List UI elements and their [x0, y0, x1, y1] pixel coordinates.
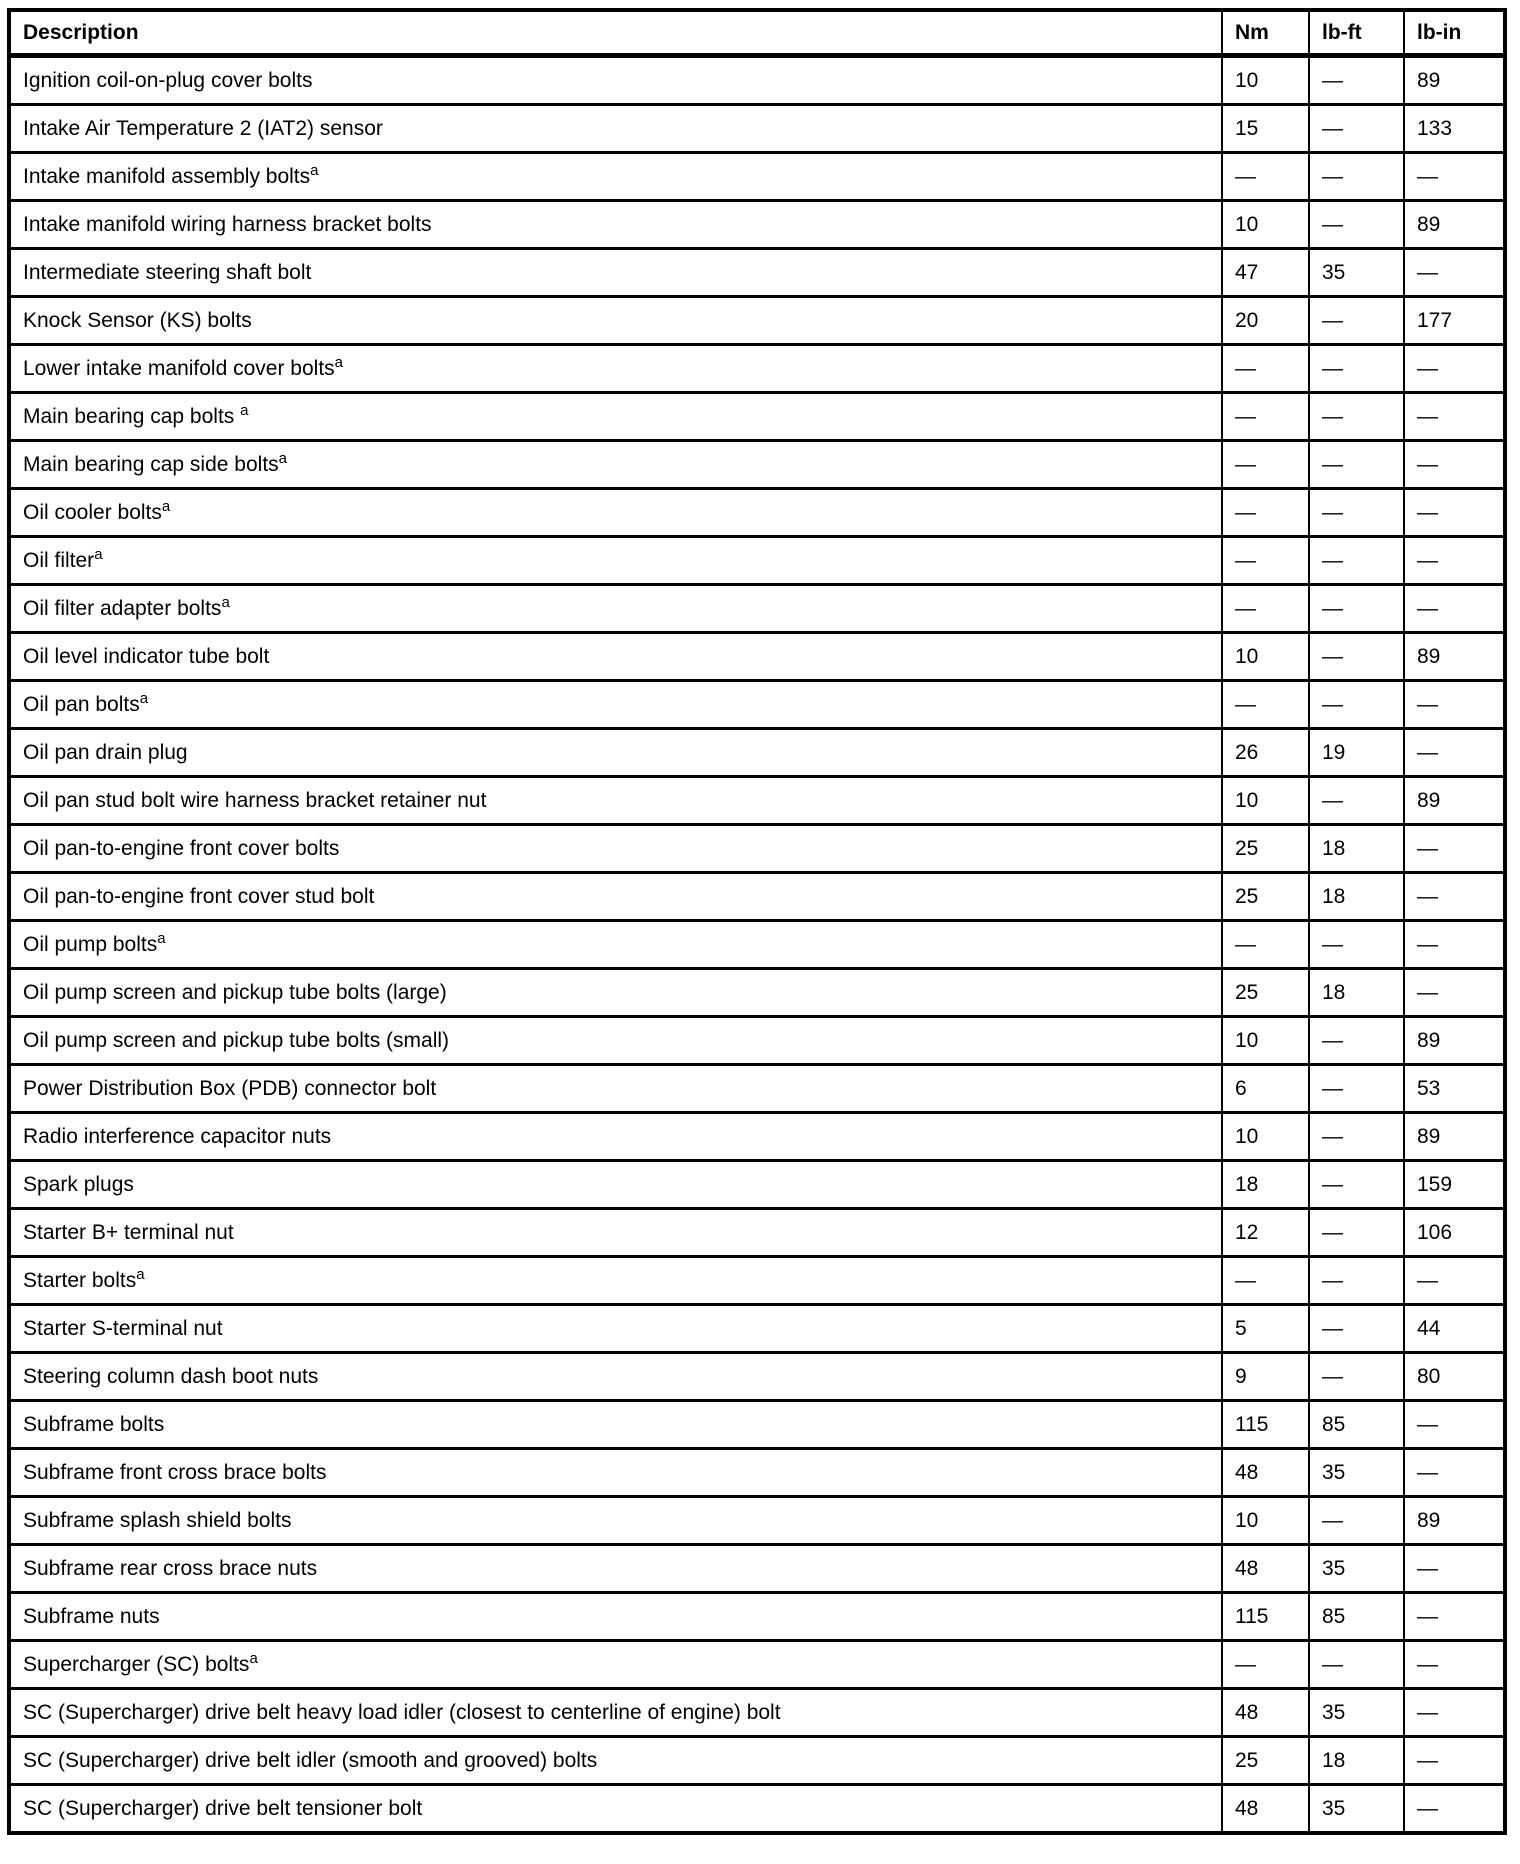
nm-cell: 10 — [1222, 633, 1309, 681]
lb-ft-cell: — — [1309, 921, 1404, 969]
nm-cell: 9 — [1222, 1353, 1309, 1401]
nm-cell: — — [1222, 153, 1309, 201]
nm-cell: — — [1222, 1257, 1309, 1305]
table-row — [9, 585, 1505, 633]
table-row — [9, 489, 1505, 537]
nm-cell: 48 — [1222, 1785, 1309, 1834]
description-cell: Starter bolts$^a$ — [9, 1257, 1222, 1305]
table-row — [9, 537, 1505, 585]
nm-cell: 25 — [1222, 873, 1309, 921]
lb-ft-cell: — — [1309, 393, 1404, 441]
table-row — [9, 1641, 1505, 1689]
nm-cell: 20 — [1222, 297, 1309, 345]
lb-in-cell: — — [1404, 345, 1505, 393]
lb-in-cell: — — [1404, 537, 1505, 585]
nm-cell: — — [1222, 921, 1309, 969]
footnote-marker: a — [310, 161, 319, 179]
lb-ft-cell: — — [1309, 1065, 1404, 1113]
description-cell: Radio interference capacitor nuts — [9, 1113, 1222, 1161]
lb-in-cell: 80 — [1404, 1353, 1505, 1401]
lb-in-cell: 89 — [1404, 1113, 1505, 1161]
table-row — [9, 1161, 1505, 1209]
lb-in-cell: — — [1404, 393, 1505, 441]
lb-ft-cell: 35 — [1309, 1689, 1404, 1737]
table-row — [9, 1113, 1505, 1161]
nm-cell: 48 — [1222, 1689, 1309, 1737]
footnote-marker: a — [161, 497, 171, 515]
lb-ft-cell: — — [1309, 1497, 1404, 1545]
lb-ft-cell: 35 — [1309, 1545, 1404, 1593]
table-row — [9, 201, 1505, 249]
lb-ft-cell: 19 — [1309, 729, 1404, 777]
nm-cell: — — [1222, 345, 1309, 393]
table-row — [9, 1497, 1505, 1545]
table-row — [9, 105, 1505, 153]
table-row — [9, 249, 1505, 297]
lb-ft-cell: 35 — [1309, 1785, 1404, 1834]
nm-cell: — — [1222, 1641, 1309, 1689]
lb-ft-cell: — — [1309, 153, 1404, 201]
lb-in-cell: — — [1404, 1593, 1505, 1641]
lb-in-cell: — — [1404, 825, 1505, 873]
table-row — [9, 873, 1505, 921]
table-row — [9, 1593, 1505, 1641]
table-row — [9, 729, 1505, 777]
description-cell: Oil pump screen and pickup tube bolts (small) — [9, 1017, 1222, 1065]
lb-in-cell: — — [1404, 1257, 1505, 1305]
description-cell: SC (Supercharger) drive belt idler (smooth and grooved) bolts — [9, 1737, 1222, 1785]
lb-ft-cell: — — [1309, 1641, 1404, 1689]
description-cell: Subframe splash shield bolts — [9, 1497, 1222, 1545]
lb-in-cell: — — [1404, 585, 1505, 633]
lb-ft-cell: — — [1309, 56, 1404, 105]
lb-ft-cell: — — [1309, 585, 1404, 633]
description-cell: Oil pan drain plug — [9, 729, 1222, 777]
description-cell: Oil pan bolts$^a$ — [9, 681, 1222, 729]
description-cell: Subframe bolts — [9, 1401, 1222, 1449]
torque-spec-table — [7, 8, 1507, 1835]
nm-cell: 10 — [1222, 777, 1309, 825]
description-cell: Power Distribution Box (PDB) connector bolt — [9, 1065, 1222, 1113]
footnote-marker: a — [221, 593, 230, 611]
table-row — [9, 1545, 1505, 1593]
footnote-marker: a — [278, 449, 287, 467]
description-cell: Subframe nuts — [9, 1593, 1222, 1641]
lb-in-cell: — — [1404, 249, 1505, 297]
lb-ft-cell: — — [1309, 1305, 1404, 1353]
lb-in-cell: — — [1404, 729, 1505, 777]
table-row — [9, 1353, 1505, 1401]
nm-cell: — — [1222, 681, 1309, 729]
lb-ft-cell: 18 — [1309, 1737, 1404, 1785]
table-row — [9, 969, 1505, 1017]
lb-ft-cell: — — [1309, 345, 1404, 393]
lb-in-cell: 106 — [1404, 1209, 1505, 1257]
table-row — [9, 921, 1505, 969]
description-cell: Oil pump bolts$^a$ — [9, 921, 1222, 969]
footnote-marker: a — [94, 545, 103, 563]
lb-in-cell: 89 — [1404, 201, 1505, 249]
table-row — [9, 1785, 1505, 1834]
nm-cell: — — [1222, 441, 1309, 489]
lb-ft-cell: 35 — [1309, 1449, 1404, 1497]
nm-cell: 48 — [1222, 1545, 1309, 1593]
description-cell: Oil level indicator tube bolt — [9, 633, 1222, 681]
nm-cell: 25 — [1222, 825, 1309, 873]
description-cell: Oil pump screen and pickup tube bolts (large) — [9, 969, 1222, 1017]
table-row — [9, 393, 1505, 441]
description-cell: Oil pan stud bolt wire harness bracket retainer nut — [9, 777, 1222, 825]
description-cell: Oil filter adapter bolts$^a$ — [9, 585, 1222, 633]
nm-cell: — — [1222, 489, 1309, 537]
table-row — [9, 1017, 1505, 1065]
lb-in-cell: — — [1404, 1689, 1505, 1737]
lb-in-cell: — — [1404, 681, 1505, 729]
table-row — [9, 1401, 1505, 1449]
lb-ft-cell: — — [1309, 297, 1404, 345]
nm-cell: — — [1222, 537, 1309, 585]
nm-cell: 25 — [1222, 1737, 1309, 1785]
lb-ft-cell: — — [1309, 777, 1404, 825]
nm-cell: 10 — [1222, 56, 1309, 105]
table-row — [9, 1689, 1505, 1737]
table-row — [9, 1449, 1505, 1497]
lb-in-cell: — — [1404, 1737, 1505, 1785]
table-row — [9, 777, 1505, 825]
header-lb-in: lb-in — [1404, 10, 1505, 56]
footnote-marker: a — [157, 929, 166, 947]
nm-cell: 26 — [1222, 729, 1309, 777]
table-row — [9, 1737, 1505, 1785]
lb-in-cell: — — [1404, 873, 1505, 921]
nm-cell: 115 — [1222, 1593, 1309, 1641]
nm-cell: — — [1222, 393, 1309, 441]
description-cell: Lower intake manifold cover bolts$^a$ — [9, 345, 1222, 393]
lb-in-cell: 53 — [1404, 1065, 1505, 1113]
nm-cell: 115 — [1222, 1401, 1309, 1449]
lb-in-cell: 44 — [1404, 1305, 1505, 1353]
nm-cell: 48 — [1222, 1449, 1309, 1497]
footnote-marker: a — [139, 689, 149, 707]
lb-ft-cell: 18 — [1309, 969, 1404, 1017]
table-row — [9, 633, 1505, 681]
lb-ft-cell: — — [1309, 201, 1404, 249]
lb-ft-cell: 18 — [1309, 873, 1404, 921]
lb-ft-cell: — — [1309, 1257, 1404, 1305]
table-row — [9, 441, 1505, 489]
description-cell: Intermediate steering shaft bolt — [9, 249, 1222, 297]
header-nm: Nm — [1222, 10, 1309, 56]
lb-in-cell: — — [1404, 153, 1505, 201]
description-cell: Main bearing cap bolts $^a$ — [9, 393, 1222, 441]
lb-ft-cell: — — [1309, 105, 1404, 153]
description-cell: Subframe front cross brace bolts — [9, 1449, 1222, 1497]
nm-cell: 25 — [1222, 969, 1309, 1017]
footnote-marker: a — [136, 1265, 145, 1283]
table-row — [9, 1257, 1505, 1305]
lb-ft-cell: 85 — [1309, 1593, 1404, 1641]
description-cell: Oil pan-to-engine front cover bolts — [9, 825, 1222, 873]
lb-in-cell: 177 — [1404, 297, 1505, 345]
header-row — [9, 10, 1505, 56]
lb-ft-cell: — — [1309, 633, 1404, 681]
footnote-marker: a — [240, 401, 249, 419]
nm-cell: 10 — [1222, 1497, 1309, 1545]
nm-cell: 12 — [1222, 1209, 1309, 1257]
lb-in-cell: 159 — [1404, 1161, 1505, 1209]
description-cell: Oil cooler bolts$^a$ — [9, 489, 1222, 537]
lb-in-cell: — — [1404, 441, 1505, 489]
nm-cell: 5 — [1222, 1305, 1309, 1353]
lb-ft-cell: — — [1309, 1017, 1404, 1065]
lb-in-cell: 89 — [1404, 56, 1505, 105]
lb-in-cell: — — [1404, 1449, 1505, 1497]
header-lb-ft: lb-ft — [1309, 10, 1404, 56]
description-cell: Supercharger (SC) bolts$^a$ — [9, 1641, 1222, 1689]
nm-cell: 6 — [1222, 1065, 1309, 1113]
table-body — [9, 56, 1505, 1834]
nm-cell: — — [1222, 585, 1309, 633]
lb-in-cell: — — [1404, 1785, 1505, 1834]
table-row — [9, 153, 1505, 201]
lb-in-cell: — — [1404, 1401, 1505, 1449]
nm-cell: 10 — [1222, 201, 1309, 249]
lb-ft-cell: 18 — [1309, 825, 1404, 873]
description-cell: Spark plugs — [9, 1161, 1222, 1209]
nm-cell: 10 — [1222, 1017, 1309, 1065]
table-row — [9, 825, 1505, 873]
lb-in-cell: 89 — [1404, 1017, 1505, 1065]
description-cell: SC (Supercharger) drive belt tensioner bolt — [9, 1785, 1222, 1834]
description-cell: Ignition coil-on-plug cover bolts — [9, 56, 1222, 105]
nm-cell: 10 — [1222, 1113, 1309, 1161]
description-cell: Subframe rear cross brace nuts — [9, 1545, 1222, 1593]
table-row — [9, 345, 1505, 393]
header-description: Description — [9, 10, 1222, 56]
lb-ft-cell: 85 — [1309, 1401, 1404, 1449]
description-cell: Starter S-terminal nut — [9, 1305, 1222, 1353]
lb-ft-cell: — — [1309, 681, 1404, 729]
description-cell: Oil filter$^a$ — [9, 537, 1222, 585]
table-row — [9, 1209, 1505, 1257]
lb-ft-cell: — — [1309, 1209, 1404, 1257]
lb-ft-cell: 35 — [1309, 249, 1404, 297]
lb-in-cell: — — [1404, 1641, 1505, 1689]
lb-in-cell: — — [1404, 489, 1505, 537]
nm-cell: 47 — [1222, 249, 1309, 297]
description-cell: Knock Sensor (KS) bolts — [9, 297, 1222, 345]
lb-in-cell: — — [1404, 921, 1505, 969]
nm-cell: 15 — [1222, 105, 1309, 153]
lb-in-cell: 89 — [1404, 1497, 1505, 1545]
table-row — [9, 56, 1505, 105]
lb-ft-cell: — — [1309, 537, 1404, 585]
description-cell: Intake manifold wiring harness bracket bolts — [9, 201, 1222, 249]
table-row — [9, 1305, 1505, 1353]
lb-in-cell: — — [1404, 1545, 1505, 1593]
table-row — [9, 681, 1505, 729]
table-row — [9, 1065, 1505, 1113]
description-cell: Intake Air Temperature 2 (IAT2) sensor — [9, 105, 1222, 153]
lb-in-cell: 89 — [1404, 777, 1505, 825]
lb-ft-cell: — — [1309, 1353, 1404, 1401]
table-row — [9, 297, 1505, 345]
description-cell: Oil pan-to-engine front cover stud bolt — [9, 873, 1222, 921]
description-cell: Steering column dash boot nuts — [9, 1353, 1222, 1401]
lb-in-cell: 133 — [1404, 105, 1505, 153]
footnote-marker: a — [249, 1649, 258, 1667]
lb-in-cell: — — [1404, 969, 1505, 1017]
description-cell: Starter B+ terminal nut — [9, 1209, 1222, 1257]
nm-cell: 18 — [1222, 1161, 1309, 1209]
lb-ft-cell: — — [1309, 1113, 1404, 1161]
lb-in-cell: 89 — [1404, 633, 1505, 681]
description-cell: Intake manifold assembly bolts$^a$ — [9, 153, 1222, 201]
footnote-marker: a — [334, 353, 344, 371]
lb-ft-cell: — — [1309, 1161, 1404, 1209]
description-cell: Main bearing cap side bolts$^a$ — [9, 441, 1222, 489]
description-cell: SC (Supercharger) drive belt heavy load idler (closest to centerline of engine) bolt — [9, 1689, 1222, 1737]
lb-ft-cell: — — [1309, 441, 1404, 489]
lb-ft-cell: — — [1309, 489, 1404, 537]
